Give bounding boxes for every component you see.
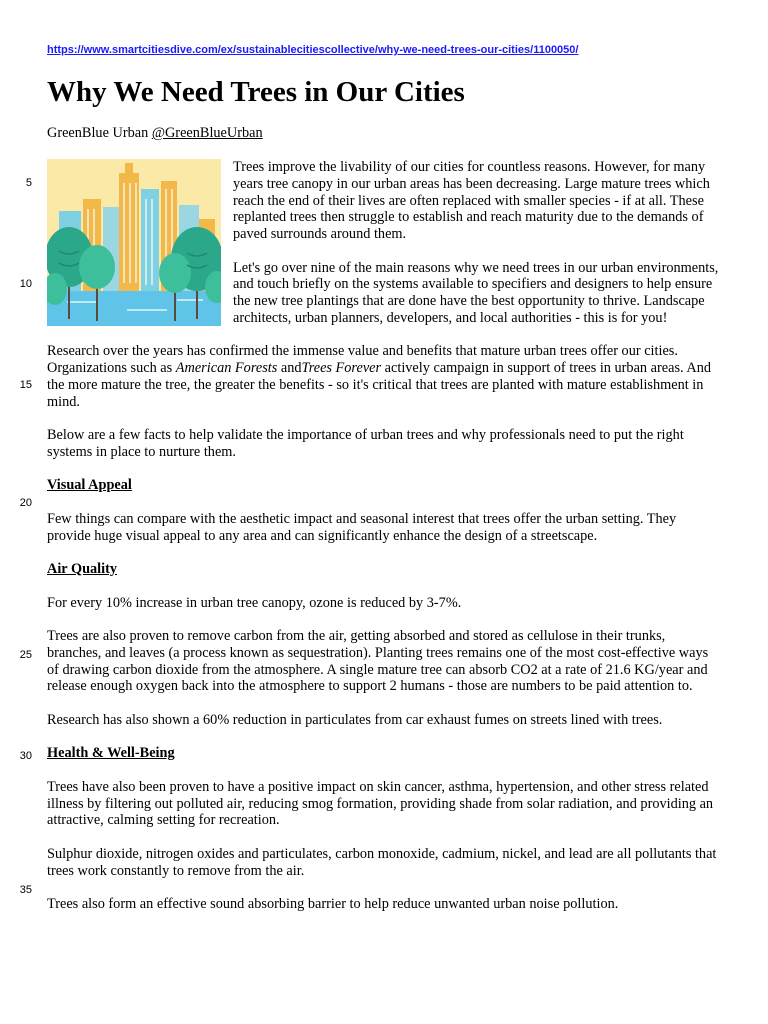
line-number: 20 (19, 497, 32, 509)
line-number: 5 (25, 177, 32, 189)
line-number: 30 (19, 750, 32, 762)
health-paragraph-3: Trees also form an effective sound absorbing barrier to help reduce unwanted urban noise pollution. (47, 896, 619, 912)
article-body (47, 159, 722, 930)
research-paragraph (47, 343, 722, 410)
line-number: 25 (19, 649, 32, 661)
air-quality-paragraph-1: For every 10% increase in urban tree canopy, ozone is reduced by 3-7%. (47, 594, 462, 611)
heading-air-quality: Air Quality (47, 561, 118, 577)
research-text-before: Research over the years has confirmed the immense value and benefits that mature urban trees offer our cities. Organizations such as (47, 343, 678, 376)
health-paragraph-1: Trees have also been proven to have a positive impact on skin cancer, asthma, hypertension, and other stress related illness by filtering out polluted air, reducing smog formation, providing shade from solar radiation, and providing an attractive, calming setting for recreation. (47, 778, 714, 829)
facts-intro-paragraph: Below are a few facts to help validate the importance of urban trees and why professionals need to put the right systems in place to nurture them. (47, 427, 684, 460)
article-title: Why We Need Trees in Our Cities (47, 76, 465, 108)
line-number: 35 (19, 884, 32, 896)
intro-paragraph-1: Trees improve the livability of our cities for countless reasons. However, for many years tree canopy in our urban areas has been decreasing. Large mature trees which reach the end of their lives are often replaced with smaller species - if at all. These replanted trees then struggle to establish and reach maturity due to the demands of paved surrounds around them. (233, 159, 710, 242)
intro-paragraph-2: Let's go over nine of the main reasons why we need trees in our urban environments, and touch briefly on the systems available to specifiers and designers to help ensure the new tree plantings that are done have the best opportunity to thrive. Landscape architects, urban planners, developers, and local authorities - this is for you! (233, 259, 719, 326)
air-quality-paragraph-2: Trees are also proven to remove carbon from the air, getting absorbed and stored as cellulose in their trunks, branches, and leaves (a process known as sequestration). Planting trees remains one of the most cost-effective ways of drawing carbon dioxide from the atmosphere. A single mature tree can absorb CO2 at a rate of 21.6 KG/year and release enough oxygen back into the atmosphere to support 2 humans - those are numbers to be paid attention to. (47, 628, 709, 695)
health-paragraph-2: Sulphur dioxide, nitrogen oxides and particulates, carbon monoxide, cadmium, nickel, and lead are all pollutants that trees work constantly to remove from the air. (47, 845, 717, 879)
line-number: 15 (19, 379, 32, 391)
author-handle-link[interactable]: @GreenBlueUrban (151, 125, 263, 141)
research-text-after: actively campaign in support of trees in urban areas. And the more mature the tree, the greater the benefits - so it's critical that trees are planted with mature establishment in mind. (47, 360, 711, 410)
org-trees-forever: Trees Forever (301, 360, 382, 376)
heading-visual-appeal: Visual Appeal (47, 477, 132, 494)
heading-health-well-being: Health & Well-Being (47, 745, 175, 762)
byline (47, 125, 263, 142)
author-name: GreenBlue Urban (47, 125, 149, 141)
line-number: 10 (19, 278, 32, 290)
visual-appeal-paragraph: Few things can compare with the aesthetic impact and seasonal interest that trees offer the urban setting. They provide huge visual appeal to any area and can significantly enhance the design of a streetscape. (47, 510, 677, 544)
research-text-mid: and (277, 360, 302, 376)
source-url-link[interactable]: https://www.smartcitiesdive.com/ex/sustainablecitiescollective/why-we-need-trees-our-cities/1100050/ (47, 44, 579, 56)
org-american-forests: American Forests (175, 360, 278, 376)
air-quality-paragraph-3: Research has also shown a 60% reduction in particulates from car exhaust fumes on streets lined with trees. (47, 711, 663, 728)
city-trees-illustration (47, 159, 221, 326)
